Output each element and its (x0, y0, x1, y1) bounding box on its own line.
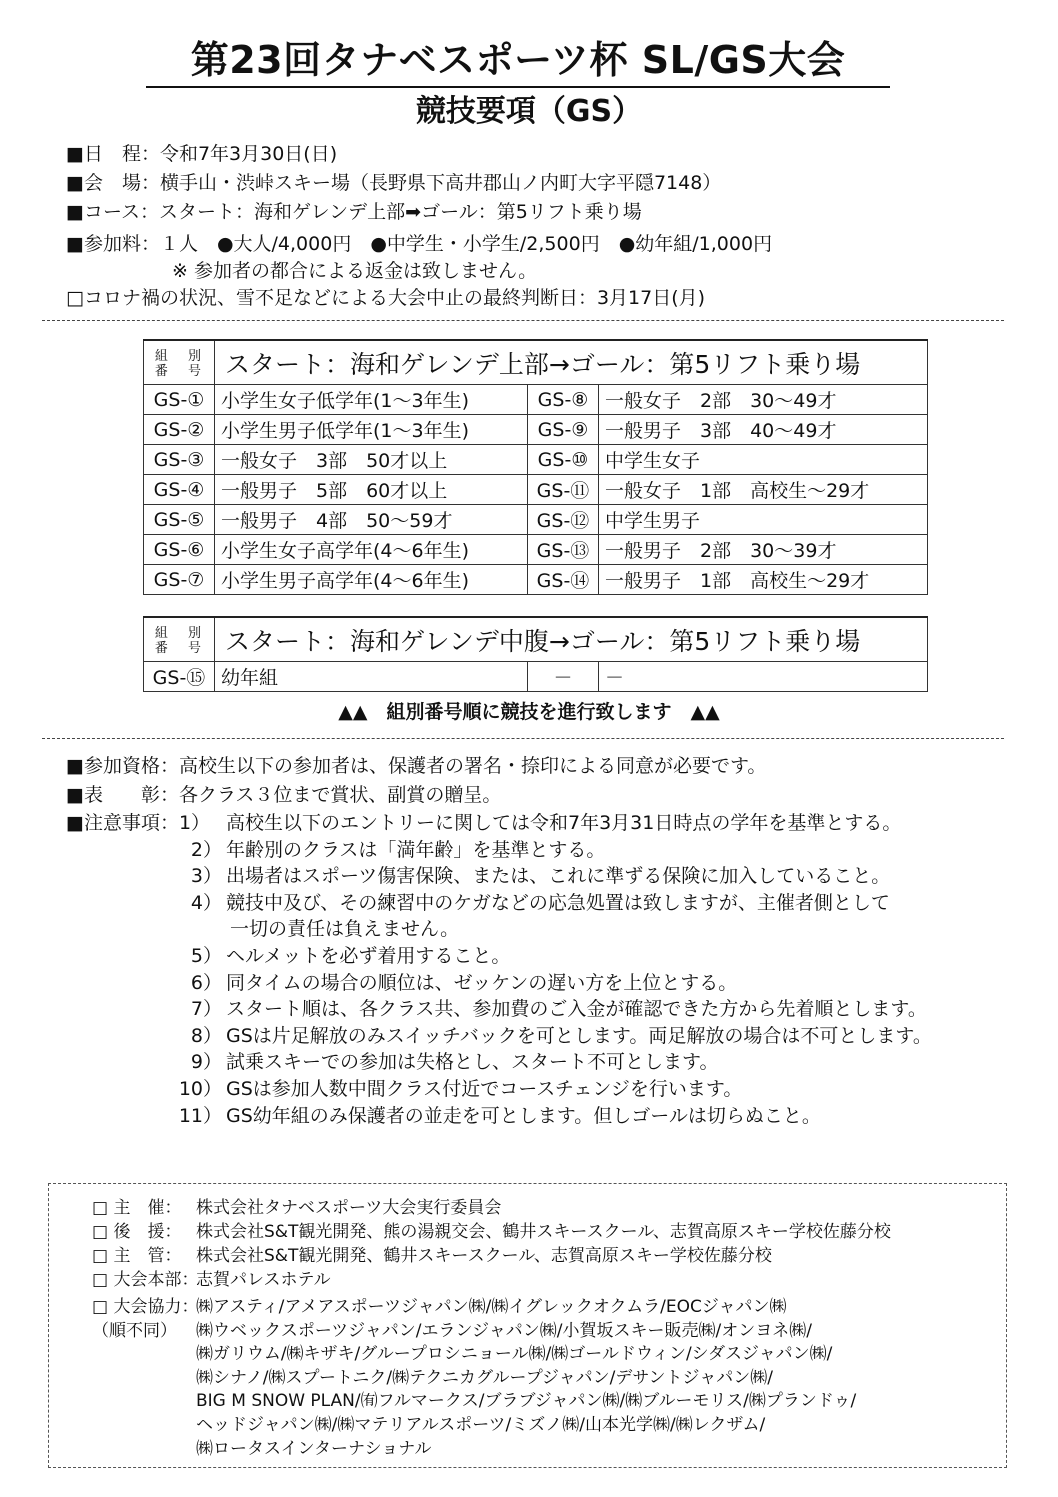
note-number: 2） (190, 838, 222, 861)
class-name: 小学生男子高学年(4～6年生) (215, 565, 528, 595)
organizer-value: 株式会社タナベスポーツ大会実行委員会 (196, 1198, 502, 1218)
class-code: GS-⑫ (528, 505, 599, 535)
class-name: 中学生男子 (599, 505, 928, 535)
class-code: GS-⑮ (144, 662, 215, 692)
info-fee: ■参加料：１人 ●大人/4,000円 ●中学生・小学生/2,500円 ●幼年組/1,000円 (66, 233, 773, 255)
note-item (66, 837, 932, 864)
header-group-label (144, 340, 215, 385)
event-info (66, 140, 772, 311)
hq-row (92, 1268, 891, 1292)
class-name: 一般男子 3部 40～49才 (599, 415, 928, 445)
class-code: － (528, 662, 599, 692)
header-small-1: 組 別 (154, 625, 210, 641)
rule-award: ■表 彰：各クラス３位まで賞状、副賞の贈呈。 (66, 784, 502, 806)
note-text: スタート順は、各クラス共、参加費のご入金が確認できた方から先着順とします。 (226, 998, 927, 1021)
organizer-row (92, 1196, 891, 1220)
note-text: GS幼年組のみ保護者の並走を可とします。但しゴールは切らぬこと。 (226, 1104, 821, 1127)
table-row (144, 475, 928, 505)
note-number-value: 1） (178, 812, 211, 834)
note-item (66, 1049, 932, 1076)
manager-value: 株式会社S&T観光開発、鶴井スキースクール、志賀高原スキー学校佐藤分校 (196, 1246, 772, 1266)
note-text: 競技中及び、その練習中のケガなどの応急処置は致しますが、主催者側として (226, 891, 890, 914)
sponsor-box (48, 1183, 1007, 1468)
course-header: スタート：海和ゲレンデ上部→ゴール：第5リフト乗り場 (215, 340, 928, 385)
class-name: 一般男子 2部 30～39才 (599, 535, 928, 565)
note-number: 7） (190, 998, 222, 1021)
class-name: 一般女子 3部 50才以上 (215, 445, 528, 475)
note-number: 6） (190, 971, 222, 994)
header-small-2: 番 号 (154, 640, 210, 656)
divider (42, 738, 1004, 739)
class-code: GS-④ (144, 475, 215, 505)
note-number: 11） (178, 1104, 222, 1127)
class-name: 小学生男子低学年(1～3年生) (215, 415, 528, 445)
table-row (144, 565, 928, 595)
page-subtitle: 競技要項（GS） (415, 94, 643, 129)
class-name: 中学生女子 (599, 445, 928, 475)
note-text: ヘルメットを必ず着用すること。 (226, 944, 511, 967)
class-code: GS-⑨ (528, 415, 599, 445)
divider (42, 320, 1004, 321)
header-group-label (144, 617, 215, 662)
coop-label-1: □ 大会協力： (92, 1297, 199, 1317)
coop-line: BIG M SNOW PLAN/㈲フルマークス/ブラブジャパン㈱/㈱ブルーモリス/㈱プランドゥ/ (196, 1391, 857, 1412)
note-text: 一切の責任は負えません。 (230, 918, 460, 941)
coop-line: ヘッドジャパン㈱/㈱マテリアルスポーツ/ミズノ㈱/山本光学㈱/㈱レクザム/ (196, 1414, 766, 1435)
class-name: 一般男子 4部 50～59才 (215, 505, 528, 535)
note-text: 高校生以下のエントリーに関しては令和7年3月31日時点の学年を基準とする。 (226, 812, 902, 834)
note-number: 4） (190, 891, 222, 914)
note-item (66, 890, 932, 917)
coop-row (92, 1296, 891, 1461)
class-table-1 (143, 339, 928, 595)
note-text: 同タイムの場合の順位は、ゼッケンの遅い方を上位とする。 (226, 971, 738, 994)
note-item (66, 916, 932, 943)
class-code: GS-⑥ (144, 535, 215, 565)
info-cancel: □コロナ禍の状況、雪不足などによる大会中止の最終判断日：3月17日(月) (66, 287, 706, 309)
note-number: 9） (190, 1051, 222, 1074)
notes-list (66, 810, 932, 1129)
table-header (144, 340, 928, 385)
class-code: GS-⑩ (528, 445, 599, 475)
info-fee-note: ※ 参加者の都合による返金は致しません。 (172, 260, 538, 282)
note-number: 3） (190, 865, 222, 888)
hq-value: 志賀パレスホテル (196, 1270, 331, 1290)
note-item (66, 1103, 932, 1130)
note-item (66, 1076, 932, 1103)
note-number: 8） (190, 1024, 222, 1047)
coop-line: ㈱シナノ/㈱スプートニク/㈱テクニカグループジャパン/デサントジャパン㈱/ (196, 1367, 773, 1388)
table-row (144, 385, 928, 415)
note-item (66, 1023, 932, 1050)
note-number (66, 916, 230, 943)
info-venue: ■会 場：横手山・渋峠スキー場（長野県下高井郡山ノ内町大字平隠7148） (66, 172, 722, 194)
class-code: GS-⑧ (528, 385, 599, 415)
class-table-2 (143, 616, 928, 692)
class-code: GS-③ (144, 445, 215, 475)
support-value: 株式会社S&T観光開発、熊の湯親交会、鶴井スキースクール、志賀高原スキー学校佐藤分校 (196, 1222, 891, 1242)
manager-label: □ 主 管： (92, 1246, 182, 1266)
note-number: 10） (178, 1077, 222, 1100)
note-item (66, 810, 932, 837)
coop-label (92, 1296, 199, 1461)
order-notice: ▲▲ 組別番号順に競技を進行致します ▲▲ (338, 701, 720, 723)
note-item (66, 996, 932, 1023)
rules-section (66, 752, 932, 1129)
table-row (144, 415, 928, 445)
class-name: 一般男子 5部 60才以上 (215, 475, 528, 505)
rule-eligibility: ■参加資格：高校生以下の参加者は、保護者の署名・捺印による同意が必要です。 (66, 755, 767, 777)
note-text: 出場者はスポーツ傷害保険、または、これに準ずる保険に加入していること。 (226, 865, 891, 888)
hq-label: □ 大会本部： (92, 1270, 199, 1290)
class-name: 小学生女子低学年(1～3年生) (215, 385, 528, 415)
course-header: スタート：海和ゲレンデ中腹→ゴール：第5リフト乗り場 (215, 617, 928, 662)
support-label: □ 後 援： (92, 1222, 182, 1242)
info-date: ■日 程：令和7年3月30日(日) (66, 143, 338, 165)
organizer-label: □ 主 催： (92, 1198, 182, 1218)
coop-line: ㈱アスティ/アメアスポーツジャパン㈱/㈱イグレックオクムラ/EOCジャパン㈱ (196, 1297, 787, 1317)
class-name: － (599, 662, 928, 692)
coop-list (196, 1296, 856, 1461)
manager-row (92, 1244, 891, 1268)
coop-line: ㈱ガリウム/㈱キザキ/グループロシニョール㈱/㈱ゴールドウィン/シダスジャパン㈱/ (196, 1344, 833, 1365)
class-name: 一般女子 1部 高校生～29才 (599, 475, 928, 505)
class-code: GS-① (144, 385, 215, 415)
class-code: GS-⑭ (528, 565, 599, 595)
header-small-1: 組 別 (154, 348, 210, 364)
coop-label-2: （順不同） (92, 1320, 177, 1341)
table-header (144, 617, 928, 662)
table-row (144, 662, 928, 692)
class-code: GS-⑬ (528, 535, 599, 565)
class-name: 幼年組 (215, 662, 528, 692)
class-code: GS-② (144, 415, 215, 445)
class-code: GS-⑤ (144, 505, 215, 535)
class-name: 一般女子 2部 30～49才 (599, 385, 928, 415)
info-course: ■コース：スタート：海和ゲレンデ上部➡ゴール：第5リフト乗り場 (66, 201, 642, 223)
table-row (144, 535, 928, 565)
class-code: GS-⑦ (144, 565, 215, 595)
notes-label: ■注意事項： (66, 812, 179, 834)
coop-line: ㈱ロータスインターナショナル (196, 1438, 432, 1459)
note-text: 試乗スキーでの参加は失格とし、スタート不可とします。 (226, 1051, 719, 1074)
note-text: 年齢別のクラスは「満年齢」を基準とする。 (226, 838, 606, 861)
note-text: GSは参加人数中間クラス付近でコースチェンジを行います。 (226, 1077, 743, 1100)
class-name: 一般男子 1部 高校生～29才 (599, 565, 928, 595)
page-title: 第23回タナベスポーツ杯 SL/GS大会 (146, 34, 890, 88)
table-row (144, 445, 928, 475)
note-number (66, 810, 226, 837)
class-name: 小学生女子高学年(4～6年生) (215, 535, 528, 565)
note-item (66, 863, 932, 890)
note-item (66, 943, 932, 970)
table-row (144, 505, 928, 535)
coop-line: ㈱ウベックスポーツジャパン/エランジャパン㈱/小賀坂スキー販売㈱/オンヨネ㈱/ (196, 1320, 812, 1341)
class-code: GS-⑪ (528, 475, 599, 505)
note-item (66, 970, 932, 997)
support-row (92, 1220, 891, 1244)
note-text: GSは片足解放のみスイッチバックを可とします。両足解放の場合は不可とします。 (226, 1024, 932, 1047)
header-small-2: 番 号 (154, 363, 210, 379)
note-number: 5） (190, 944, 222, 967)
